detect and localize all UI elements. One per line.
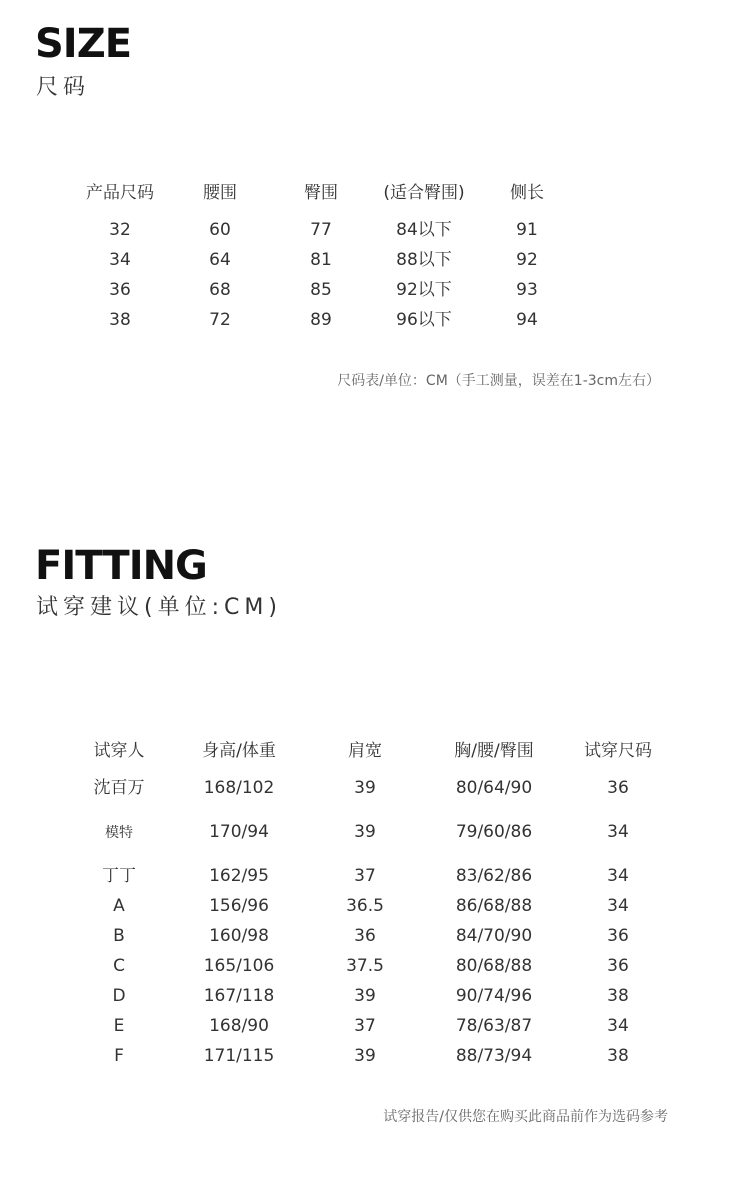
size-header-product-size: 产品尺码 <box>86 183 154 203</box>
size-cell: 88以下 <box>396 250 452 270</box>
fitting-cell: 38 <box>607 1046 629 1066</box>
fitting-cell: 156/96 <box>209 896 269 916</box>
fitting-cell: 168/102 <box>203 778 275 798</box>
fitting-cell: B <box>113 926 125 946</box>
fitting-cell: 162/95 <box>209 866 269 886</box>
fitting-header-shoulder: 肩宽 <box>348 741 382 761</box>
fitting-cell: 39 <box>354 822 376 842</box>
fitting-cell: 78/63/87 <box>455 1016 533 1036</box>
fitting-cell: 34 <box>607 896 629 916</box>
size-title: SIZE <box>35 21 132 67</box>
size-cell: 92 <box>516 250 538 270</box>
fitting-cell: 160/98 <box>209 926 269 946</box>
fitting-cell: C <box>113 956 125 976</box>
size-header-waist: 腰围 <box>203 183 237 203</box>
size-header-fit-hip: (适合臀围) <box>383 183 465 203</box>
fitting-cell: 36 <box>607 926 629 946</box>
fitting-cell: 38 <box>607 986 629 1006</box>
fitting-subtitle: 试穿建议(单位:CM) <box>36 595 282 620</box>
size-cell: 34 <box>109 250 131 270</box>
fitting-cell: 丁丁 <box>102 866 136 886</box>
size-cell: 94 <box>516 310 538 330</box>
fitting-cell: 167/118 <box>203 986 275 1006</box>
fitting-cell: 34 <box>607 1016 629 1036</box>
fitting-cell: 80/68/88 <box>455 956 533 976</box>
size-cell: 32 <box>109 220 131 240</box>
fitting-cell: 37 <box>354 866 376 886</box>
fitting-title: FITTING <box>35 543 207 589</box>
fitting-cell: 沈百万 <box>93 778 145 798</box>
size-cell: 38 <box>109 310 131 330</box>
fitting-cell: 37 <box>354 1016 376 1036</box>
fitting-cell: 88/73/94 <box>455 1046 533 1066</box>
fitting-cell: E <box>113 1016 125 1036</box>
size-cell: 81 <box>310 250 332 270</box>
fitting-cell: 90/74/96 <box>455 986 533 1006</box>
fitting-cell: 34 <box>607 866 629 886</box>
size-note: 尺码表/单位：CM（手工测量，误差在1-3cm左右） <box>337 373 660 389</box>
fitting-cell: 37.5 <box>346 956 384 976</box>
size-cell: 89 <box>310 310 332 330</box>
fitting-cell: 165/106 <box>203 956 275 976</box>
fitting-cell: 39 <box>354 986 376 1006</box>
fitting-cell: 36 <box>607 956 629 976</box>
fitting-cell: 86/68/88 <box>455 896 533 916</box>
fitting-cell: 36 <box>607 778 629 798</box>
fitting-cell: 83/62/86 <box>455 866 533 886</box>
size-cell: 36 <box>109 280 131 300</box>
size-cell: 96以下 <box>396 310 452 330</box>
size-cell: 92以下 <box>396 280 452 300</box>
size-cell: 85 <box>310 280 332 300</box>
size-header-hip: 臀围 <box>304 183 338 203</box>
size-cell: 93 <box>516 280 538 300</box>
fitting-header-height-weight: 身高/体重 <box>202 741 276 761</box>
fitting-cell: 39 <box>354 1046 376 1066</box>
size-cell: 84以下 <box>396 220 452 240</box>
fitting-cell: 36 <box>354 926 376 946</box>
size-cell: 77 <box>310 220 332 240</box>
size-cell: 91 <box>516 220 538 240</box>
fitting-header-person: 试穿人 <box>93 741 145 761</box>
size-header-side-length: 侧长 <box>510 183 544 203</box>
fitting-cell: 34 <box>607 822 629 842</box>
fitting-cell: 模特 <box>105 825 133 841</box>
fitting-cell: 39 <box>354 778 376 798</box>
fitting-note: 试穿报告/仅供您在购买此商品前作为选码参考 <box>383 1109 668 1125</box>
fitting-cell: 171/115 <box>203 1046 275 1066</box>
fitting-header-measurements: 胸/腰/臀围 <box>454 741 534 761</box>
fitting-cell: 79/60/86 <box>455 822 533 842</box>
fitting-cell: 80/64/90 <box>455 778 533 798</box>
fitting-cell: D <box>112 986 126 1006</box>
fitting-cell: 168/90 <box>209 1016 269 1036</box>
size-cell: 72 <box>209 310 231 330</box>
fitting-cell: A <box>113 896 125 916</box>
size-cell: 68 <box>209 280 231 300</box>
size-cell: 60 <box>209 220 231 240</box>
size-subtitle: 尺码 <box>36 75 91 100</box>
fitting-header-fit-size: 试穿尺码 <box>584 741 652 761</box>
fitting-cell: 36.5 <box>346 896 384 916</box>
size-cell: 64 <box>209 250 231 270</box>
fitting-cell: 170/94 <box>209 822 269 842</box>
fitting-cell: 84/70/90 <box>455 926 533 946</box>
fitting-cell: F <box>114 1046 124 1066</box>
